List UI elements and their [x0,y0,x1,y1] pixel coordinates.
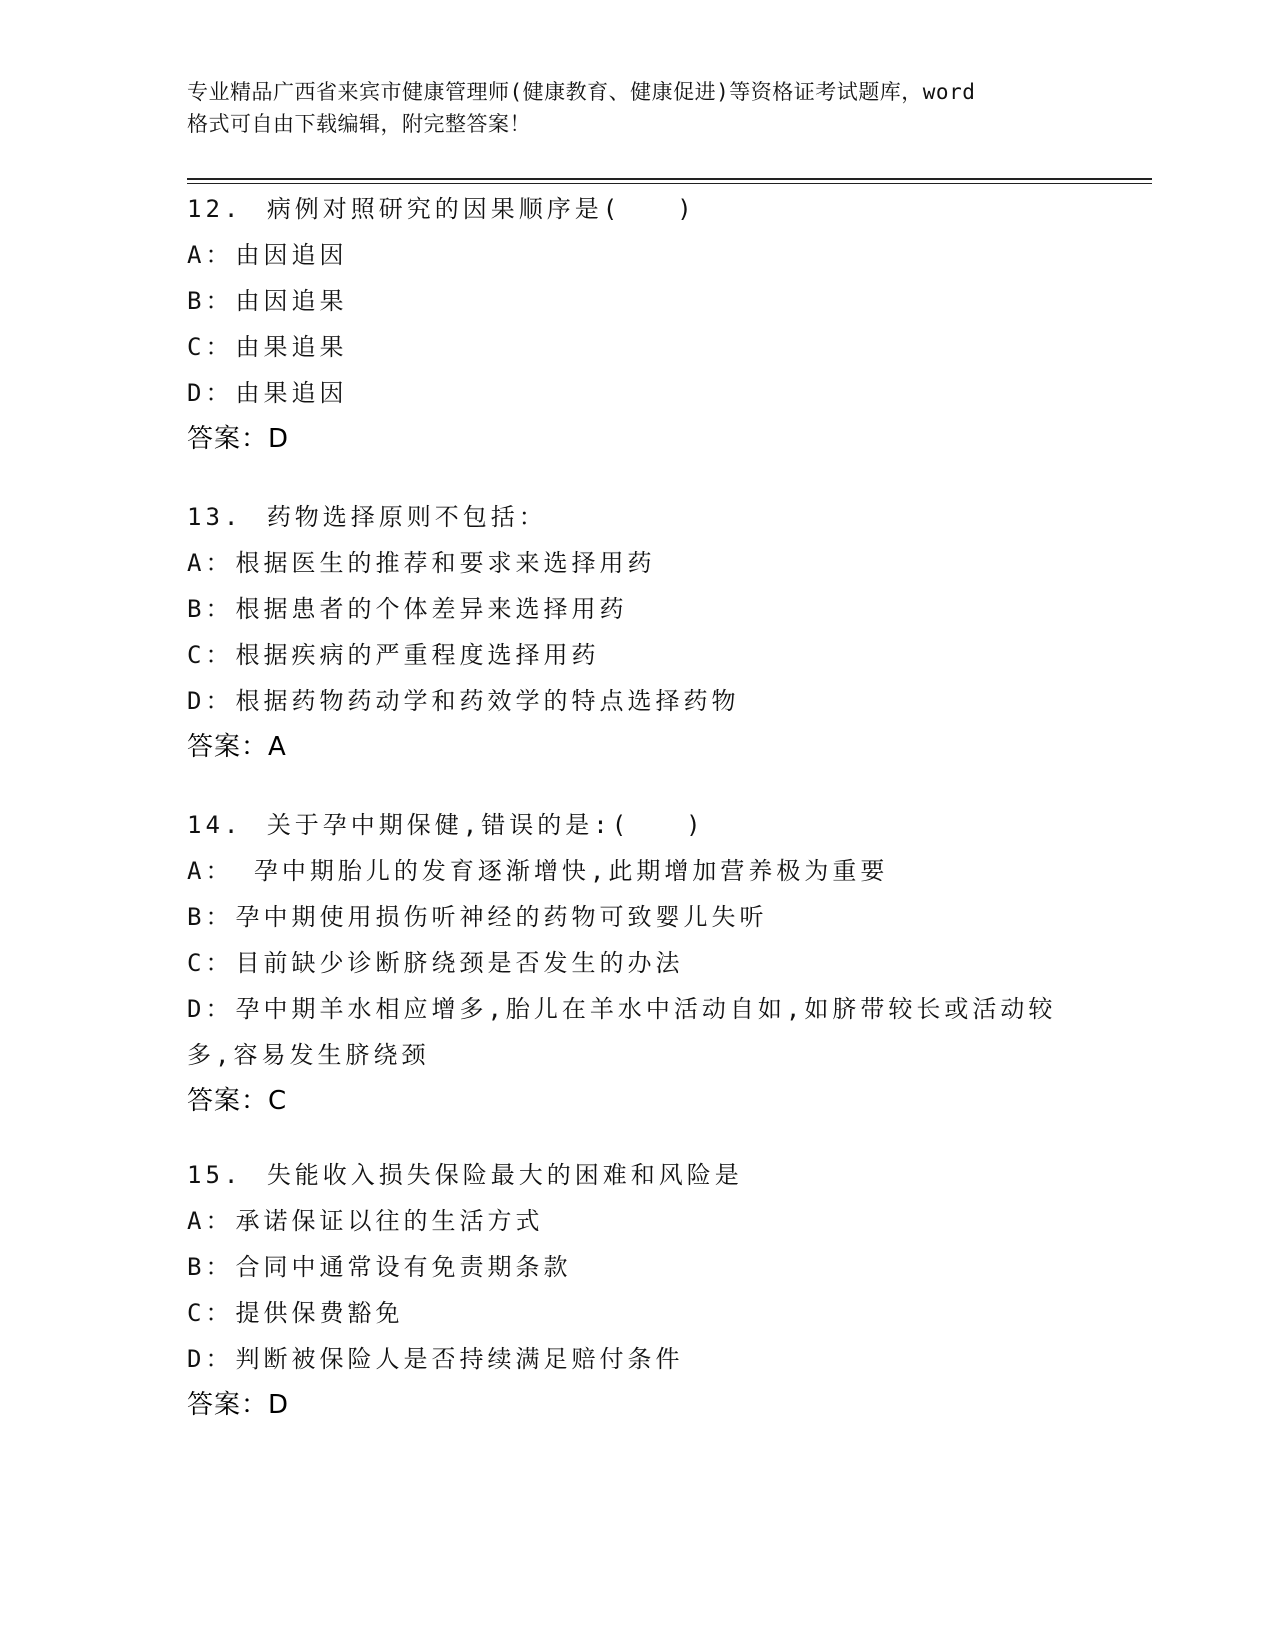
question-stem [187,802,1087,848]
option-text: 由因追果 [235,287,348,315]
question-number: 13. [187,503,243,531]
option-d [187,678,1087,724]
option-key: D： [187,379,234,407]
answer-line: 答案：D [187,424,290,454]
option-c [187,1290,1087,1336]
answer-line: 答案：C [187,1086,288,1116]
option-key: A： [187,857,234,885]
option-d [187,986,1087,1032]
option-c [187,324,1087,370]
question-stem [187,1152,1087,1198]
option-text: 提供保费豁免 [235,1299,404,1327]
option-key: D： [187,995,234,1023]
option-key: B： [187,1253,234,1281]
option-key: A： [187,549,234,577]
option-text: 孕中期使用损伤听神经的药物可致婴儿失听 [235,903,768,931]
option-d [187,370,1087,416]
option-text: 孕中期胎儿的发育逐渐增快,此期增加营养极为重要 [235,857,889,885]
option-a [187,848,1087,894]
question-number: 15. [187,1161,243,1189]
option-d [187,1336,1087,1382]
question-text: 药物选择原则不包括： [266,503,547,531]
option-key: B： [187,595,234,623]
option-text: 判断被保险人是否持续满足赔付条件 [235,1345,684,1373]
option-text: 根据药物药动学和药效学的特点选择药物 [235,687,740,715]
option-text: 由因追因 [235,241,348,269]
option-a [187,232,1087,278]
answer-line: 答案：A [187,732,287,762]
option-b [187,894,1087,940]
option-key: C： [187,641,234,669]
option-key: D： [187,1345,234,1373]
question-text: 关于孕中期保健,错误的是:( ) [266,811,705,839]
header-line-2: 格式可自由下载编辑，附完整答案！ [187,112,531,136]
option-text: 根据医生的推荐和要求来选择用药 [235,549,656,577]
question-text: 失能收入损失保险最大的困难和风险是 [266,1161,743,1189]
answer-line: 答案：D [187,1390,290,1420]
option-c [187,632,1087,678]
option-key: C： [187,949,234,977]
option-key: C： [187,333,234,361]
question-number: 12. [187,195,243,223]
option-d-continuation: 多,容易发生脐绕颈 [187,1041,430,1069]
option-text: 承诺保证以往的生活方式 [235,1207,544,1235]
option-text: 由果追果 [235,333,348,361]
option-a [187,540,1087,586]
option-key: C： [187,1299,234,1327]
header-divider-thick [187,178,1152,180]
option-c [187,940,1087,986]
option-text: 目前缺少诊断脐绕颈是否发生的办法 [235,949,684,977]
question-14 [187,802,1087,1124]
option-text: 根据患者的个体差异来选择用药 [235,595,628,623]
option-key: B： [187,903,234,931]
option-text: 根据疾病的严重程度选择用药 [235,641,600,669]
option-b [187,1244,1087,1290]
question-text: 病例对照研究的因果顺序是( ) [266,195,696,223]
option-key: D： [187,687,234,715]
option-key: A： [187,241,234,269]
option-b [187,278,1087,324]
question-number: 14. [187,811,243,839]
option-a [187,1198,1087,1244]
option-key: B： [187,287,234,315]
question-15 [187,1152,1087,1428]
header-line-1: 专业精品广西省来宾市健康管理师(健康教育、健康促进)等资格证考试题库，word [187,80,976,104]
question-13 [187,494,1087,770]
option-key: A： [187,1207,234,1235]
option-text: 孕中期羊水相应增多,胎儿在羊水中活动自如,如脐带较长或活动较 [235,995,1057,1023]
question-stem [187,186,1087,232]
question-12 [187,186,1087,462]
option-text: 合同中通常设有免责期条款 [235,1253,572,1281]
option-b [187,586,1087,632]
question-stem [187,494,1087,540]
header-divider-thin [187,183,1152,184]
document-header [187,76,1087,140]
option-text: 由果追因 [235,379,348,407]
